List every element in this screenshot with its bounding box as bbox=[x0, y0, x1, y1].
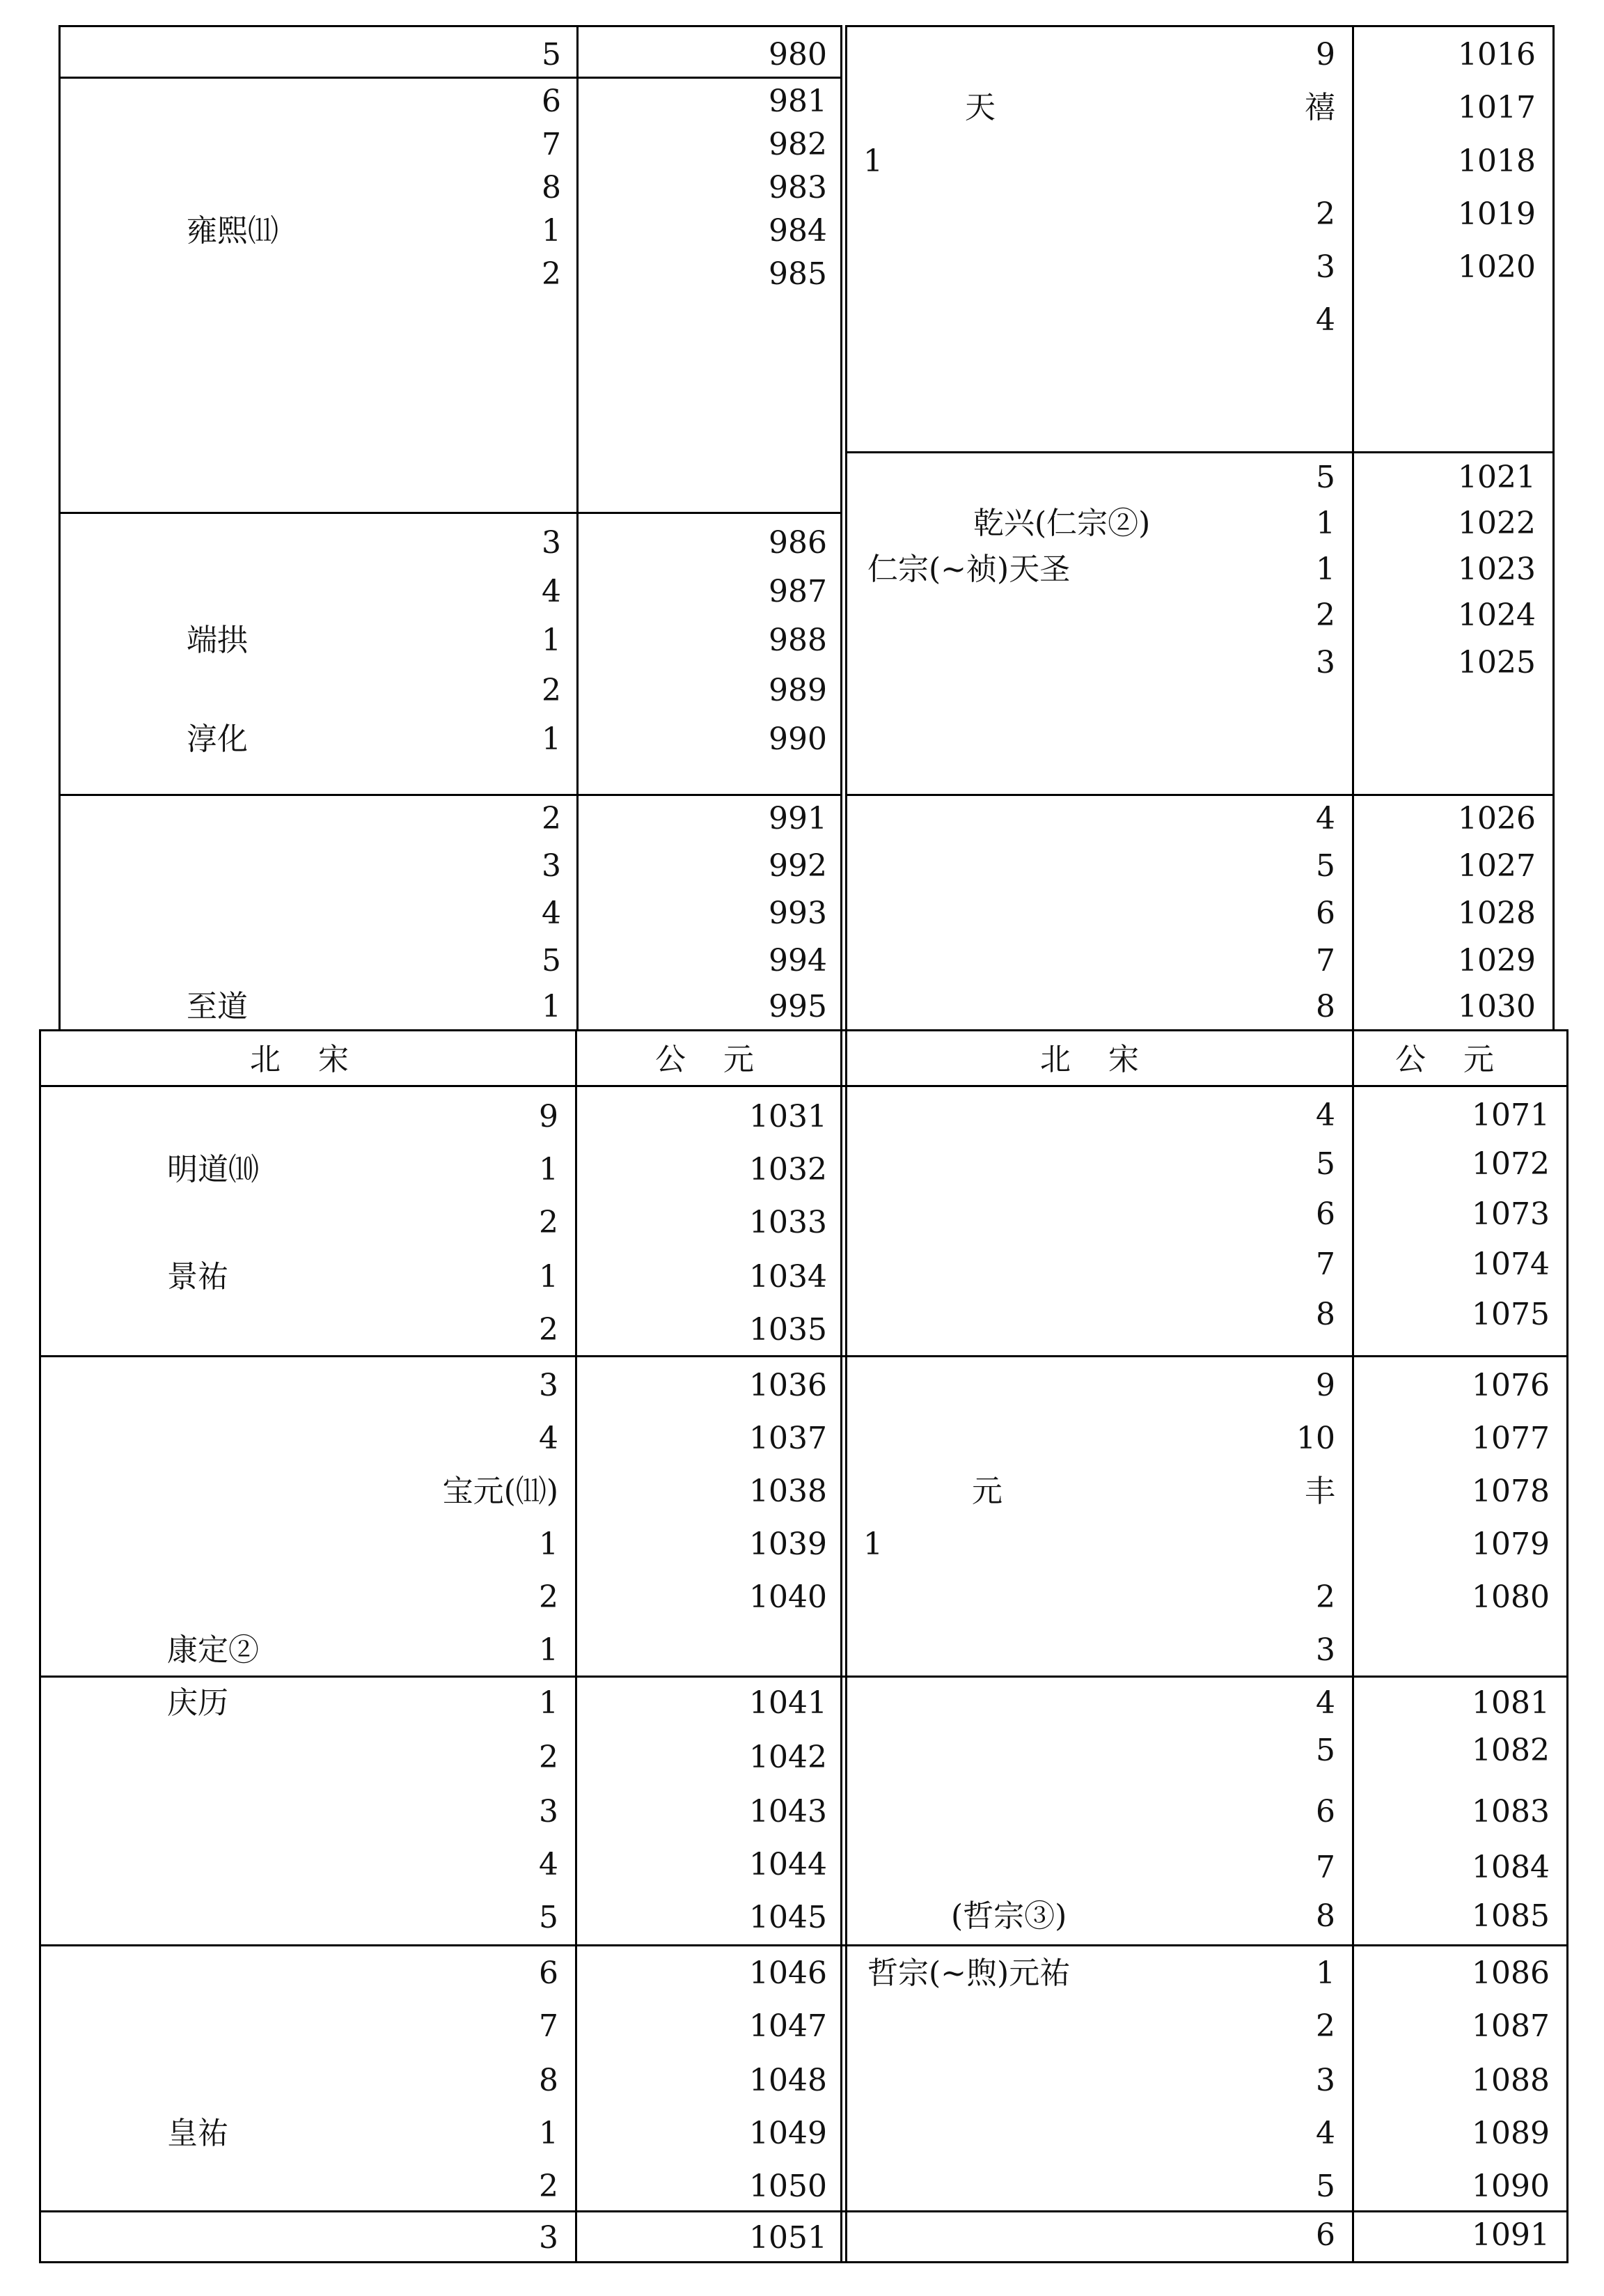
year-number: 3 bbox=[542, 525, 561, 561]
year-number: 3 bbox=[1316, 249, 1335, 285]
ad-year: 1044 bbox=[749, 1847, 827, 1882]
year-number: 2 bbox=[539, 1205, 558, 1240]
ad-year: 1039 bbox=[749, 1526, 827, 1562]
year-number: 5 bbox=[1316, 2169, 1335, 2204]
era-name: 哲宗(~煦)元祐 bbox=[867, 1955, 1071, 1991]
ad-year: 1086 bbox=[1472, 1955, 1550, 1991]
ad-year: 1080 bbox=[1472, 1579, 1550, 1615]
ad-year: 983 bbox=[769, 170, 827, 205]
lower-bottom-border bbox=[39, 2261, 1568, 2263]
ad-year: 1037 bbox=[749, 1421, 827, 1456]
year-number: 1 bbox=[542, 213, 561, 249]
era-name-last-char: 禧 bbox=[1305, 90, 1335, 125]
year-number: 2 bbox=[1316, 196, 1335, 232]
ad-year: 1083 bbox=[1472, 1794, 1550, 1829]
year-number: 4 bbox=[542, 574, 561, 609]
year-number: 2 bbox=[1316, 598, 1335, 633]
year-number: 5 bbox=[1316, 1146, 1335, 1182]
ad-year: 1027 bbox=[1458, 848, 1536, 884]
year-number: 4 bbox=[1316, 302, 1335, 338]
ad-year: 1031 bbox=[749, 1099, 827, 1134]
upper-right-top-border bbox=[845, 25, 1555, 27]
ad-year: 1028 bbox=[1458, 896, 1536, 931]
ad-year: 980 bbox=[769, 37, 827, 72]
year-number: 3 bbox=[539, 1794, 558, 1829]
ad-year: 1076 bbox=[1472, 1368, 1550, 1403]
year-number: 3 bbox=[539, 1368, 558, 1403]
ad-year: 1078 bbox=[1472, 1474, 1550, 1509]
year-number: 1 bbox=[539, 1259, 558, 1295]
year-number: 5 bbox=[1316, 460, 1335, 495]
ad-year: 1033 bbox=[749, 1205, 827, 1240]
header-right-ad: 公 元 bbox=[1395, 1042, 1508, 1077]
year-number: 宝元(⑾) bbox=[442, 1474, 558, 1509]
ad-year: 992 bbox=[769, 848, 827, 884]
year-number: 6 bbox=[1316, 1196, 1335, 1232]
ad-year: 989 bbox=[769, 673, 827, 708]
upper-mid-divider-b bbox=[845, 25, 847, 1031]
year-number: 2 bbox=[539, 2169, 558, 2204]
upper-right-inner-divider bbox=[1352, 25, 1354, 1031]
year-number: 4 bbox=[1316, 1685, 1335, 1721]
ad-year: 1077 bbox=[1472, 1421, 1550, 1456]
lower-header-bottom bbox=[39, 1085, 1568, 1087]
year-number: 7 bbox=[1316, 943, 1335, 978]
ad-year: 995 bbox=[769, 989, 827, 1024]
year-number: 2 bbox=[539, 1579, 558, 1615]
header-left-ad: 公 元 bbox=[655, 1042, 768, 1077]
year-number: 7 bbox=[542, 127, 561, 162]
era-name: 皇祐 bbox=[167, 2116, 228, 2151]
year-number: 9 bbox=[1316, 1368, 1335, 1403]
ad-year: 994 bbox=[769, 943, 827, 978]
ad-year: 1032 bbox=[749, 1152, 827, 1187]
year-number: 7 bbox=[1316, 1850, 1335, 1885]
ad-year: 986 bbox=[769, 525, 827, 561]
ad-year: 988 bbox=[769, 623, 827, 658]
era-name: 至道 bbox=[187, 989, 248, 1024]
year-number: 2 bbox=[539, 1312, 558, 1348]
era-year-number: 1 bbox=[863, 143, 883, 179]
year-number: 3 bbox=[539, 2220, 558, 2256]
lower-hline bbox=[39, 1676, 1568, 1678]
year-number: 6 bbox=[1316, 1794, 1335, 1829]
era-name: 仁宗(~祯)天圣 bbox=[867, 552, 1071, 587]
year-number: 4 bbox=[539, 1847, 558, 1882]
year-number: 1 bbox=[1316, 552, 1335, 587]
year-number: 2 bbox=[542, 801, 561, 836]
ad-year: 1040 bbox=[749, 1579, 827, 1615]
upper-left-inner-divider bbox=[576, 25, 579, 1031]
era-name: 淳化 bbox=[187, 721, 248, 757]
lower-left-outer-border bbox=[39, 1029, 41, 2263]
year-number: 3 bbox=[1316, 645, 1335, 680]
ad-year: 1079 bbox=[1472, 1526, 1550, 1562]
year-number: 1 bbox=[539, 2116, 558, 2151]
ad-year: 1050 bbox=[749, 2169, 827, 2204]
year-number: 5 bbox=[539, 1900, 558, 1935]
year-number: 2 bbox=[539, 1740, 558, 1775]
year-number: 7 bbox=[1316, 1247, 1335, 1282]
era-name: 乾兴(仁宗②) bbox=[973, 506, 1151, 541]
era-name-first-char: 天 bbox=[965, 90, 996, 125]
ad-year: 1072 bbox=[1472, 1146, 1550, 1182]
ad-year: 1089 bbox=[1472, 2116, 1550, 2151]
year-number: 8 bbox=[542, 170, 561, 205]
year-number: 1 bbox=[542, 721, 561, 757]
era-name: 明道⑽ bbox=[167, 1152, 259, 1187]
year-number: 4 bbox=[539, 1421, 558, 1456]
ad-year: 982 bbox=[769, 127, 827, 162]
year-number: 8 bbox=[1316, 989, 1335, 1024]
ad-year: 1049 bbox=[749, 2116, 827, 2151]
ad-year: 1021 bbox=[1458, 460, 1536, 495]
header-left-dynasty: 北 宋 bbox=[250, 1042, 363, 1077]
year-number: 2 bbox=[542, 673, 561, 708]
lower-top-border bbox=[39, 1029, 1568, 1031]
ad-year: 1029 bbox=[1458, 943, 1536, 978]
ad-year: 1016 bbox=[1458, 37, 1536, 72]
ad-year: 1048 bbox=[749, 2063, 827, 2098]
ad-year: 1074 bbox=[1472, 1247, 1550, 1282]
year-number: 3 bbox=[1316, 2063, 1335, 2098]
ad-year: 1030 bbox=[1458, 989, 1536, 1024]
year-number: 4 bbox=[1316, 801, 1335, 836]
era-name: (哲宗③) bbox=[951, 1898, 1067, 1934]
upper-left-top-border bbox=[58, 25, 842, 27]
upper-left-hline bbox=[58, 794, 842, 796]
year-number: 1 bbox=[539, 1526, 558, 1562]
year-number: 5 bbox=[542, 37, 561, 72]
ad-year: 1073 bbox=[1472, 1196, 1550, 1232]
era-year-number: 1 bbox=[863, 1526, 883, 1562]
year-number: 4 bbox=[542, 896, 561, 931]
ad-year: 1088 bbox=[1472, 2063, 1550, 2098]
era-name: 端拱 bbox=[187, 623, 248, 658]
lower-hline bbox=[39, 1944, 1568, 1946]
upper-right-hline bbox=[845, 451, 1555, 453]
ad-year: 1041 bbox=[749, 1685, 827, 1721]
year-number: 7 bbox=[539, 2008, 558, 2044]
ad-year: 1022 bbox=[1458, 506, 1536, 541]
lower-left-inner-divider bbox=[575, 1029, 577, 2263]
ad-year: 987 bbox=[769, 574, 827, 609]
ad-year: 1019 bbox=[1458, 196, 1536, 232]
ad-year: 1081 bbox=[1472, 1685, 1550, 1721]
year-number: 10 bbox=[1296, 1421, 1335, 1456]
ad-year: 990 bbox=[769, 721, 827, 757]
era-name: 庆历 bbox=[167, 1685, 228, 1721]
ad-year: 1042 bbox=[749, 1740, 827, 1775]
lower-mid-divider-a bbox=[840, 1029, 842, 2263]
ad-year: 1043 bbox=[749, 1794, 827, 1829]
ad-year: 1017 bbox=[1458, 90, 1536, 125]
year-number: 6 bbox=[542, 84, 561, 119]
ad-year: 1051 bbox=[749, 2220, 827, 2256]
year-number: 8 bbox=[539, 2063, 558, 2098]
upper-left-hline bbox=[58, 77, 842, 79]
ad-year: 981 bbox=[769, 84, 827, 119]
era-name: 景祐 bbox=[167, 1259, 228, 1295]
ad-year: 1046 bbox=[749, 1955, 827, 1991]
ad-year: 1084 bbox=[1472, 1850, 1550, 1885]
year-number: 8 bbox=[1316, 1297, 1335, 1332]
lower-hline bbox=[39, 1355, 1568, 1357]
year-number: 1 bbox=[542, 623, 561, 658]
year-number: 4 bbox=[1316, 2116, 1335, 2151]
ad-year: 1026 bbox=[1458, 801, 1536, 836]
ad-year: 984 bbox=[769, 213, 827, 249]
lower-right-outer-border bbox=[1566, 1029, 1568, 2263]
lower-mid-divider-b bbox=[845, 1029, 847, 2263]
ad-year: 1075 bbox=[1472, 1297, 1550, 1332]
ad-year: 1082 bbox=[1472, 1733, 1550, 1768]
ad-year: 1047 bbox=[749, 2008, 827, 2044]
ad-year: 1024 bbox=[1458, 598, 1536, 633]
ad-year: 1090 bbox=[1472, 2169, 1550, 2204]
year-number: 1 bbox=[539, 1685, 558, 1721]
era-name-first-char: 元 bbox=[972, 1474, 1002, 1509]
header-right-dynasty: 北 宋 bbox=[1040, 1042, 1153, 1077]
ad-year: 1035 bbox=[749, 1312, 827, 1348]
ad-year: 1034 bbox=[749, 1259, 827, 1295]
era-name-last-char: 丰 bbox=[1305, 1474, 1335, 1509]
year-number: 2 bbox=[542, 256, 561, 292]
upper-left-hline bbox=[58, 512, 842, 514]
ad-year: 1025 bbox=[1458, 645, 1536, 680]
ad-year: 1071 bbox=[1472, 1098, 1550, 1133]
year-number: 6 bbox=[539, 1955, 558, 1991]
year-number: 2 bbox=[1316, 1579, 1335, 1615]
ad-year: 993 bbox=[769, 896, 827, 931]
year-number: 5 bbox=[1316, 1733, 1335, 1768]
year-number: 6 bbox=[1316, 2217, 1335, 2253]
year-number: 3 bbox=[542, 848, 561, 884]
ad-year: 1087 bbox=[1472, 2008, 1550, 2044]
ad-year: 991 bbox=[769, 801, 827, 836]
year-number: 1 bbox=[539, 1152, 558, 1187]
year-number: 1 bbox=[1316, 506, 1335, 541]
upper-mid-divider-a bbox=[840, 25, 842, 1031]
year-number: 5 bbox=[542, 943, 561, 978]
ad-year: 1023 bbox=[1458, 552, 1536, 587]
ad-year: 1020 bbox=[1458, 249, 1536, 285]
upper-right-outer-border bbox=[1552, 25, 1555, 1031]
year-number: 1 bbox=[539, 1632, 558, 1668]
upper-right-hline bbox=[845, 794, 1555, 796]
year-number: 3 bbox=[1316, 1632, 1335, 1668]
year-number: 1 bbox=[1316, 1955, 1335, 1991]
year-number: 1 bbox=[542, 989, 561, 1024]
era-name: 雍熙⑾ bbox=[187, 213, 278, 249]
ad-year: 985 bbox=[769, 256, 827, 292]
year-number: 9 bbox=[539, 1099, 558, 1134]
year-number: 4 bbox=[1316, 1098, 1335, 1133]
ad-year: 1085 bbox=[1472, 1898, 1550, 1934]
ad-year: 1038 bbox=[749, 1474, 827, 1509]
year-number: 6 bbox=[1316, 896, 1335, 931]
ad-year: 1091 bbox=[1472, 2217, 1550, 2253]
year-number: 9 bbox=[1316, 37, 1335, 72]
ad-year: 1018 bbox=[1458, 143, 1536, 179]
upper-left-outer-border bbox=[58, 25, 61, 1031]
year-number: 2 bbox=[1316, 2008, 1335, 2044]
year-number: 5 bbox=[1316, 848, 1335, 884]
ad-year: 1036 bbox=[749, 1368, 827, 1403]
lower-right-inner-divider bbox=[1352, 1029, 1354, 2263]
era-name: 康定② bbox=[167, 1632, 259, 1668]
ad-year: 1045 bbox=[749, 1900, 827, 1935]
lower-hline bbox=[39, 2210, 1568, 2212]
year-number: 8 bbox=[1316, 1898, 1335, 1934]
